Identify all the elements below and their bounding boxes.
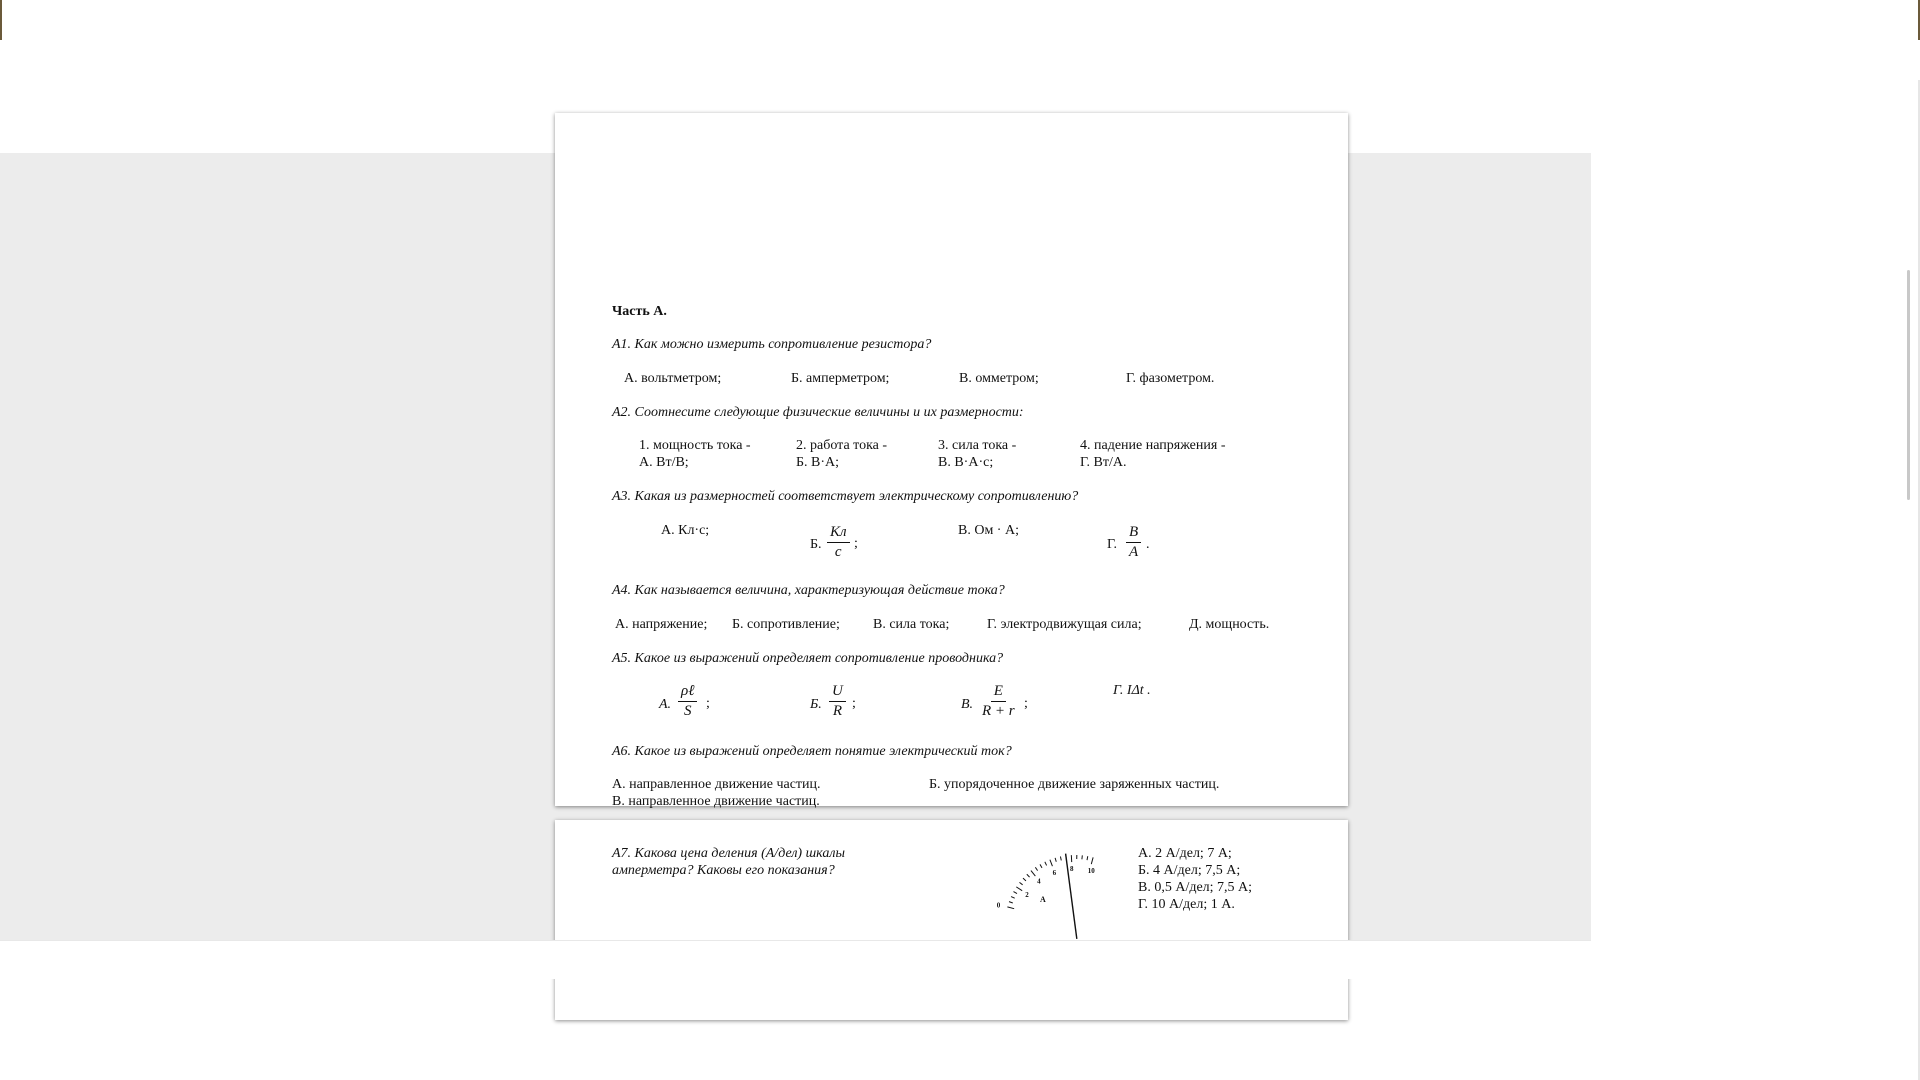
ammeter-scale-label: 2 xyxy=(1025,890,1029,899)
section-title: Часть А. xyxy=(612,304,667,319)
a3-option-c: В. Ом · А; xyxy=(958,523,1019,538)
question-a2: А2. Соотнесите следующие физические величины и их размерности: xyxy=(612,405,1024,420)
a5-option-b-numerator: U xyxy=(829,683,846,702)
ammeter-tick xyxy=(1087,856,1088,860)
ammeter-tick xyxy=(1013,892,1017,894)
question-a6: А6. Какое из выражений определяет понятие электрический ток? xyxy=(612,744,1012,759)
a5-option-b-semicolon: ; xyxy=(852,696,856,711)
a5-option-a-label: А. xyxy=(659,697,672,712)
document-page-2 xyxy=(555,820,1348,1020)
a4-option-c: В. сила тока; xyxy=(873,617,950,632)
question-a3: А3. Какая из размерностей соответствует электрическому сопротивлению? xyxy=(612,489,1079,504)
a5-option-c-fraction xyxy=(982,683,1015,720)
a2-unit-d: Г. Вт/А. xyxy=(1080,455,1127,470)
a2-unit-c: В. В·А·с; xyxy=(938,455,994,470)
a3-option-b-semicolon: ; xyxy=(854,536,858,551)
viewer-footer-bar xyxy=(0,940,1591,979)
a3-option-b-numerator: Кл xyxy=(827,524,850,543)
a2-quantity-3: 3. сила тока - xyxy=(938,438,1017,453)
a5-option-b-denominator: R xyxy=(832,703,842,719)
a2-quantity-1: 1. мощность тока - xyxy=(639,438,751,453)
question-a7-line2: амперметра? Каковы его показания? xyxy=(612,863,835,878)
ammeter-tick xyxy=(1055,858,1056,862)
question-a4: А4. Как называется величина, характеризующая действие тока? xyxy=(612,583,1005,598)
ammeter-tick xyxy=(1011,897,1015,899)
a3-option-a: А. Кл·с; xyxy=(661,523,710,538)
a3-option-d-period: . xyxy=(1146,537,1150,552)
a2-quantity-2: 2. работа тока - xyxy=(796,438,888,453)
a5-option-a-denominator: S xyxy=(683,703,692,719)
ammeter-scale-label: 0 xyxy=(996,901,1001,910)
ammeter-scale-label: 10 xyxy=(1087,866,1095,875)
a3-option-d-label: Г. xyxy=(1107,537,1118,552)
a4-option-d: Г. электродвижущая сила; xyxy=(987,617,1142,632)
question-a5: А5. Какое из выражений определяет сопротивление проводника? xyxy=(612,651,1004,666)
ammeter-scale-label: 6 xyxy=(1052,868,1057,877)
a4-option-b: Б. сопротивление; xyxy=(732,617,840,632)
a5-option-d: Г. IΔt . xyxy=(1113,683,1151,698)
a3-option-b-fraction xyxy=(827,524,850,561)
ammeter-scale-figure xyxy=(995,840,1095,950)
a3-option-b-denominator: с xyxy=(834,544,842,560)
ammeter-tick xyxy=(1016,887,1022,891)
ammeter-tick xyxy=(1023,878,1026,881)
a5-option-a-fraction xyxy=(678,683,697,720)
a1-option-d: Г. фазометром. xyxy=(1126,371,1215,386)
a6-option-c: В. направленное движение частиц. xyxy=(612,794,820,809)
ammeter-tick xyxy=(1035,867,1037,870)
a5-option-a-semicolon: ; xyxy=(706,696,710,711)
ammeter-tick xyxy=(1031,871,1035,876)
a5-option-a-numerator: ρℓ xyxy=(678,683,697,702)
a1-option-b: Б. амперметром; xyxy=(791,371,890,386)
a7-option-d: Г. 10 А/дел; 1 А. xyxy=(1138,897,1235,912)
question-a7-line1: А7. Какова цена деления (А/дел) шкалы xyxy=(612,846,845,861)
a2-unit-a: А. Вт/В; xyxy=(639,455,689,470)
a2-unit-b: Б. В·А; xyxy=(796,455,840,470)
a7-option-b: Б. 4 А/дел; 7,5 А; xyxy=(1138,863,1241,878)
a5-option-c-denominator: R + r xyxy=(982,703,1015,719)
ammeter-tick xyxy=(1060,857,1061,861)
vertical-scrollbar[interactable] xyxy=(1900,80,1920,1080)
question-a1: А1. Как можно измерить сопротивление резистора? xyxy=(612,337,932,352)
a4-option-a: А. напряжение; xyxy=(615,617,708,632)
a3-option-d-numerator: В xyxy=(1126,524,1141,543)
scrollbar-thumb[interactable] xyxy=(1907,270,1910,500)
a4-option-e: Д. мощность. xyxy=(1189,617,1270,632)
ammeter-scale-label: 8 xyxy=(1070,865,1074,874)
a6-option-b: Б. упорядоченное движение заряженных частиц. xyxy=(929,777,1220,792)
ammeter-tick xyxy=(1009,902,1013,903)
document-viewer[interactable] xyxy=(0,153,1591,940)
a7-option-a: А. 2 А/дел; 7 А; xyxy=(1138,846,1232,861)
a5-option-b-fraction xyxy=(829,683,846,720)
document-page-1 xyxy=(555,113,1348,809)
window-edge-left xyxy=(0,0,2,40)
ammeter-tick xyxy=(1050,860,1053,867)
a5-option-b-label: Б. xyxy=(810,697,822,712)
ammeter-tick xyxy=(1007,907,1014,909)
ammeter-tick xyxy=(1045,862,1047,866)
a3-option-d-denominator: А xyxy=(1129,544,1139,560)
a6-option-a: А. направленное движение частиц. xyxy=(612,777,821,792)
a5-option-c-numerator: E xyxy=(991,683,1006,702)
a5-option-c-semicolon: ; xyxy=(1024,696,1028,711)
ammeter-unit-label: A xyxy=(1040,895,1046,904)
ammeter-tick xyxy=(1027,874,1030,877)
ammeter-tick xyxy=(1019,882,1022,884)
ammeter-scale-label: 4 xyxy=(1037,877,1041,886)
a5-option-c-label: В. xyxy=(961,697,974,712)
a1-option-a: А. вольтметром; xyxy=(624,371,722,386)
a3-option-d-fraction xyxy=(1126,524,1141,561)
a2-quantity-4: 4. падение напряжения - xyxy=(1080,438,1226,453)
a3-option-b-label: Б. xyxy=(810,537,822,552)
a1-option-c: В. омметром; xyxy=(959,371,1039,386)
a7-option-c: В. 0,5 А/дел; 7,5 А; xyxy=(1138,880,1253,895)
ammeter-tick xyxy=(1040,864,1042,867)
ammeter-tick xyxy=(1091,857,1093,864)
